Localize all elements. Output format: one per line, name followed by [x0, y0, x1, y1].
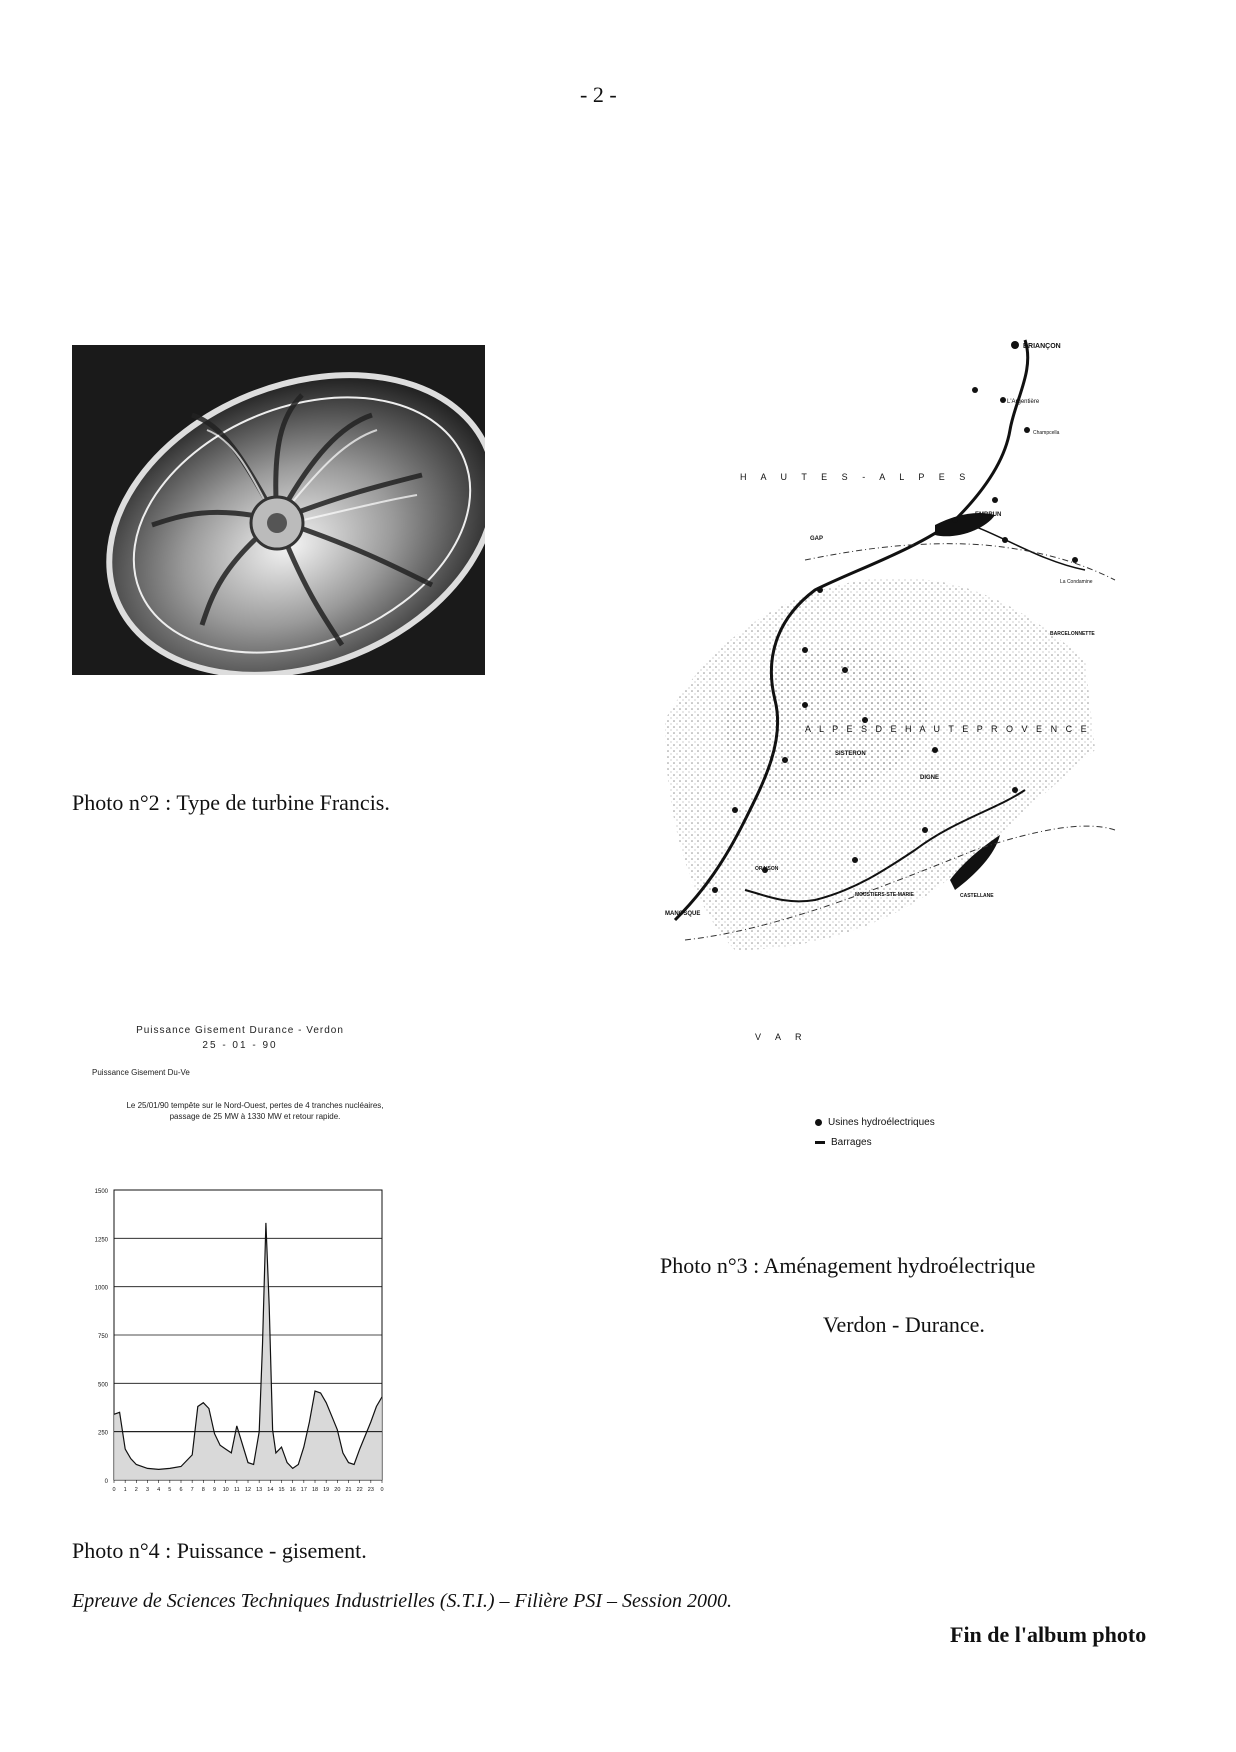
dam-bar-icon [815, 1141, 825, 1144]
map-town-label: Champcella [1033, 430, 1060, 436]
map-town-label: MOUSTIERS-STE-MARIE [855, 892, 914, 898]
turbine-photo [72, 345, 485, 675]
exam-footer: Epreuve de Sciences Techniques Industrielles (S.T.I.) – Filière PSI – Session 2000. [72, 1590, 733, 1612]
legend-dams-label: Barrages [831, 1137, 872, 1148]
legend-dams [815, 1137, 935, 1148]
legend-plants [815, 1117, 935, 1128]
x-tick-label: 20 [334, 1487, 341, 1493]
x-tick-label: 11 [233, 1487, 240, 1493]
chart-title: Puissance Gisement Durance - Verdon [136, 1025, 344, 1036]
power-chart [80, 1180, 400, 1500]
legend-plants-label: Usines hydroélectriques [828, 1117, 935, 1128]
map-town-label: L'Argentière [1007, 399, 1040, 405]
map-town-label: EMBRUN [975, 512, 1002, 518]
x-tick-label: 1 [123, 1487, 127, 1493]
x-tick-label: 23 [367, 1487, 374, 1493]
x-tick-label: 17 [300, 1487, 307, 1493]
map-region-label-1: H A U T E S - A L P E S [740, 472, 972, 482]
x-tick-label: 2 [134, 1487, 138, 1493]
y-tick-label: 0 [104, 1479, 108, 1485]
plant-dot-icon [815, 1119, 822, 1126]
x-tick-label: 12 [244, 1487, 252, 1493]
map-image [655, 330, 1125, 1070]
x-tick-label: 16 [289, 1487, 296, 1493]
map-town-label: BRIANÇON [1023, 343, 1061, 350]
chart-annotation: Le 25/01/90 tempête sur le Nord-Ouest, pertes de 4 tranches nucléaires, passage de 25 MW à 1330 MW et retour rapide. [126, 1101, 384, 1121]
map-town-label: ORAISON [755, 866, 779, 872]
map-town-label: MANOSQUE [665, 911, 701, 917]
chart-date: 25 - 01 - 90 [202, 1040, 278, 1051]
chart-subtitle: Puissance Gisement Du-Ve [92, 1068, 190, 1077]
y-tick-label: 500 [97, 1382, 108, 1389]
x-tick-label: 3 [145, 1487, 150, 1493]
x-tick-label: 7 [190, 1487, 194, 1493]
y-tick-label: 1000 [94, 1285, 108, 1292]
hydro-map [655, 330, 1125, 1070]
y-tick-label: 250 [97, 1430, 108, 1437]
photo4-caption: Photo n°4 : Puissance - gisement. [72, 1538, 367, 1563]
map-town-label: DIGNE [920, 775, 940, 781]
photo2-caption: Photo n°2 : Type de turbine Francis. [72, 790, 390, 815]
x-tick-label: 4 [157, 1487, 161, 1493]
map-region-label-3: V A R [755, 1032, 808, 1042]
x-tick-label: 6 [179, 1487, 183, 1493]
turbine-image [72, 345, 485, 675]
x-tick-label: 21 [345, 1487, 352, 1493]
photo3-caption-line1: Photo n°3 : Aménagement hydroélectrique [660, 1253, 1036, 1278]
x-tick-label: 22 [356, 1487, 363, 1493]
x-tick-label: 9 [212, 1487, 217, 1493]
map-region-label-2: A L P E S D E H A U T E P R O V E N C E [805, 724, 1090, 734]
x-tick-label: 14 [267, 1487, 274, 1493]
map-town-label: CASTELLANE [960, 893, 994, 899]
x-tick-label: 19 [323, 1487, 330, 1493]
power-area [114, 1223, 382, 1480]
x-tick-label: 13 [256, 1487, 263, 1493]
y-tick-label: 750 [97, 1334, 108, 1340]
map-town-label: La Condamine [1060, 579, 1093, 585]
y-tick-label: 1500 [94, 1189, 108, 1195]
photo3-caption-line2: Verdon - Durance. [823, 1312, 985, 1337]
power-series-line [114, 1223, 382, 1470]
y-tick-label: 1250 [94, 1237, 108, 1244]
x-tick-label: 0 [112, 1487, 116, 1493]
x-tick-label: 5 [168, 1487, 172, 1493]
x-tick-label: 10 [222, 1487, 229, 1493]
map-legend [815, 1117, 935, 1157]
map-town-label: GAP [810, 536, 824, 542]
x-tick-label: 8 [201, 1487, 205, 1493]
page-number: - 2 - [580, 82, 617, 107]
map-town-label: SISTERON [835, 751, 866, 757]
x-tick-label: 0 [380, 1487, 384, 1493]
end-of-album: Fin de l'album photo [950, 1622, 1147, 1647]
x-tick-label: 15 [278, 1487, 285, 1493]
x-tick-label: 18 [311, 1487, 319, 1493]
map-town-label: BARCELONNETTE [1050, 631, 1095, 637]
